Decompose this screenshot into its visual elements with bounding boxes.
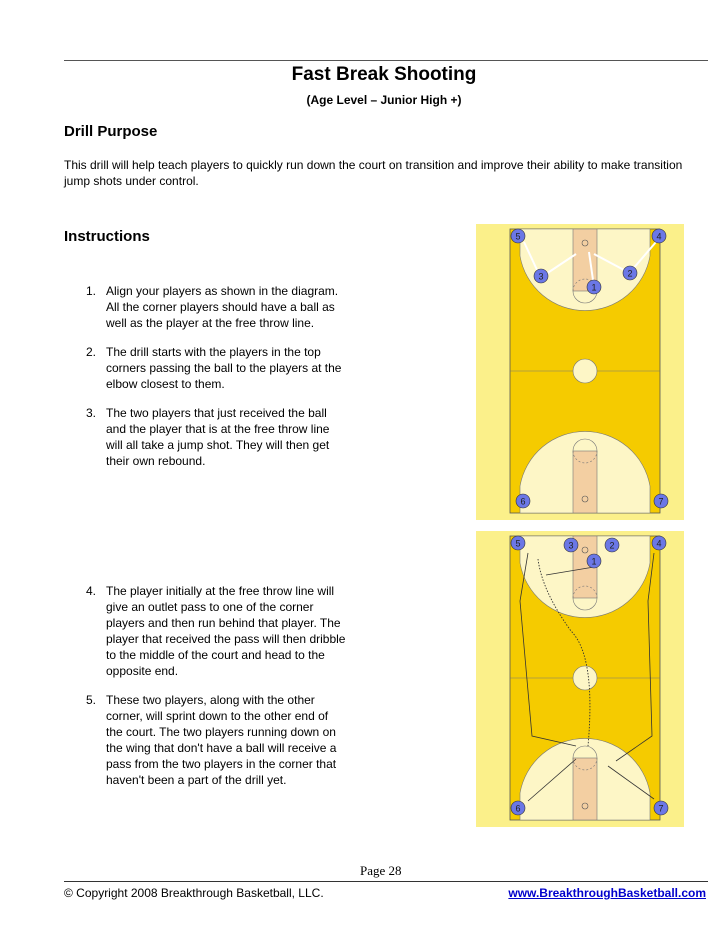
- player-4: [652, 229, 666, 243]
- center-circle: [573, 666, 597, 690]
- copyright-text: © Copyright 2008 Breakthrough Basketball, LLC.: [64, 886, 324, 900]
- court-diagram-1-svg: [476, 224, 684, 520]
- page-number: Page 28: [360, 863, 402, 878]
- svg-text:7: 7: [658, 803, 664, 814]
- svg-text:5: 5: [515, 231, 521, 242]
- court-diagram-1: [476, 224, 684, 520]
- player-7: [654, 494, 668, 508]
- header-rule: [64, 60, 708, 61]
- svg-text:1: 1: [591, 282, 597, 293]
- svg-text:6: 6: [520, 496, 526, 507]
- age-level-subtitle: (Age Level – Junior High +): [306, 93, 462, 107]
- lane-bottom: [573, 451, 597, 513]
- drill-purpose-text: This drill will help teach players to quickly run down the court on transition and improve their ability to make transition jump shots under control.: [64, 158, 683, 188]
- player-5: [511, 229, 525, 243]
- website-link[interactable]: www.BreakthroughBasketball.com: [508, 886, 706, 900]
- svg-text:4: 4: [656, 231, 662, 242]
- svg-text:3: 3: [538, 271, 544, 282]
- instruction-step-4: 4. The player initially at the free throw line will give an outlet pass to one of the corner players and then run behind that player. The player that received the pass will then dribble to the middle of the court and head to the opposite end.: [86, 584, 346, 678]
- instruction-step-2: 2. The drill starts with the players in the top corners passing the ball to the players at the elbow closest to them.: [86, 345, 342, 391]
- player-1: [587, 280, 601, 294]
- svg-text:2: 2: [609, 540, 615, 551]
- svg-text:5: 5: [515, 538, 521, 549]
- instruction-step-3: 3. The two players that just received the ball and the player that is at the free throw line will all take a jump shot. They will then get their own rebound.: [86, 406, 330, 468]
- center-circle: [573, 359, 597, 383]
- instruction-steps-group-1: [86, 283, 348, 469]
- player-2: [605, 538, 619, 552]
- instructions-heading: Instructions: [64, 228, 150, 245]
- svg-text:1: 1: [591, 556, 597, 567]
- player-1: [587, 554, 601, 568]
- court-diagram-2: [476, 531, 684, 827]
- svg-text:6: 6: [515, 803, 521, 814]
- player-2: [623, 266, 637, 280]
- player-6: [511, 801, 525, 815]
- player-4: [652, 536, 666, 550]
- drill-purpose-heading: Drill Purpose: [64, 123, 158, 140]
- footer-rule: [64, 881, 708, 882]
- svg-text:2: 2: [627, 268, 633, 279]
- player-7: [654, 801, 668, 815]
- player-3: [534, 269, 548, 283]
- player-6: [516, 494, 530, 508]
- court-diagram-2-svg: [476, 531, 684, 827]
- instruction-steps-group-2: [86, 583, 348, 788]
- svg-text:3: 3: [568, 540, 574, 551]
- player-3: [564, 538, 578, 552]
- instruction-step-1: 1. Align your players as shown in the diagram. All the corner players should have a ball as well as the player at the free throw line.: [86, 284, 339, 330]
- instruction-step-5: 5. These two players, along with the other corner, will sprint down to the other end of the court. The two players running down on the wing that don't have a ball will receive a pass from the two players in the corner that haven't been a part of the drill yet.: [86, 693, 337, 787]
- player-5: [511, 536, 525, 550]
- svg-text:7: 7: [658, 496, 664, 507]
- lane-bottom: [573, 758, 597, 820]
- page-title: Fast Break Shooting: [291, 64, 477, 85]
- svg-text:4: 4: [656, 538, 662, 549]
